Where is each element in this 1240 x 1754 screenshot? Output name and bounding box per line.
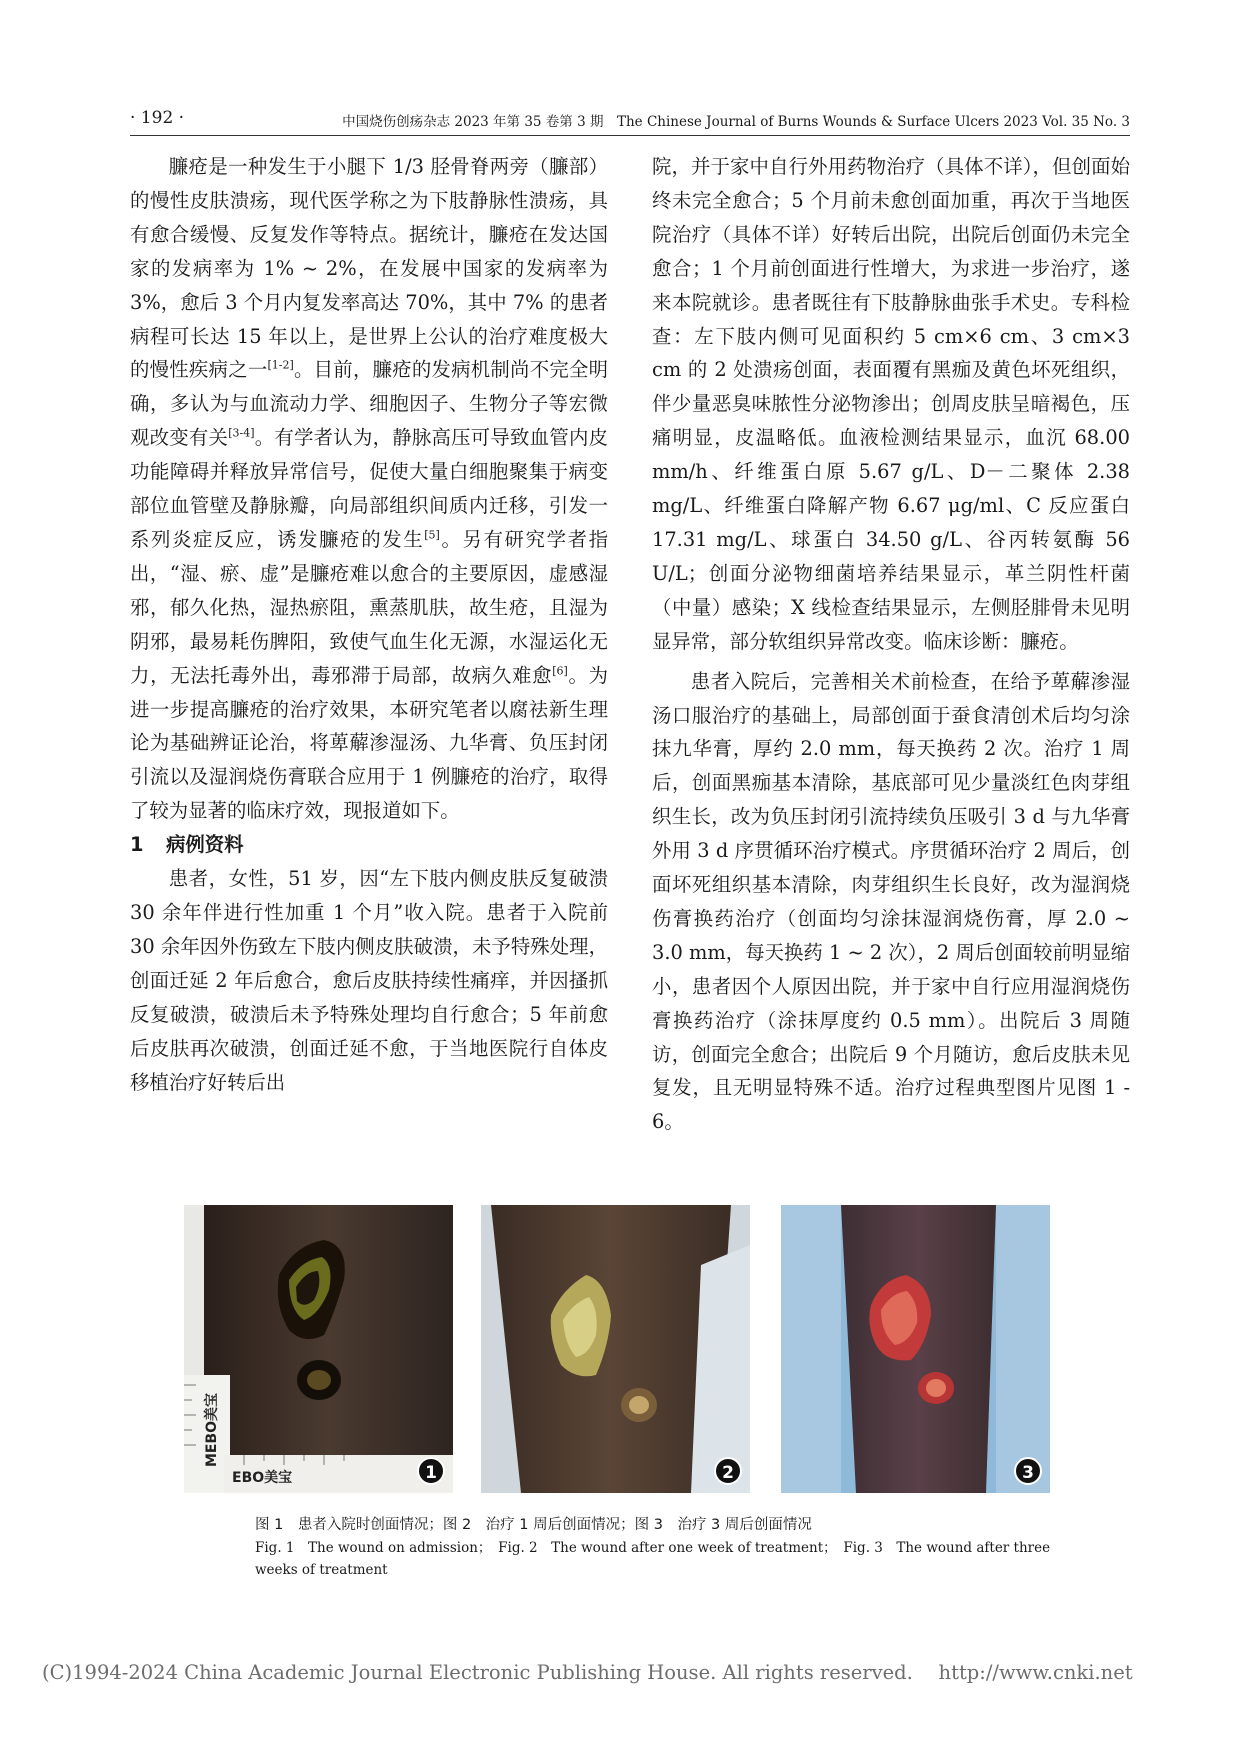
ruler-label: EBO美宝	[232, 1470, 293, 1486]
page-number: · 192 ·	[130, 108, 185, 128]
left-column	[130, 150, 608, 1099]
figure-row	[0, 1205, 1240, 1495]
citation[interactable]: [6]	[552, 664, 568, 678]
citation[interactable]: [5]	[424, 528, 440, 542]
figure-number-badge: 1	[417, 1457, 445, 1485]
figure-caption-english: Fig. 1 The wound on admission； Fig. 2 The wound after one week of treatment； Fig. 3 The wound after three weeks of treatment	[255, 1540, 1051, 1578]
figure-number-badge: 3	[1014, 1457, 1042, 1485]
copyright-footer: (C)1994-2024 China Academic Journal Electronic Publishing House. All rights reserved. http://www.cnki.net	[42, 1661, 1133, 1684]
ruler-label: MEBO美宝	[204, 1392, 221, 1468]
figure-caption-chinese: 图 1 患者入院时创面情况；图 2 治疗 1 周后创面情况；图 3 治疗 3 周后创面情况	[255, 1517, 812, 1533]
section-number: 1	[130, 833, 144, 857]
page-header	[130, 108, 1130, 134]
treatment-paragraph: 患者入院后，完善相关术前检查，在给予萆薢渗湿汤口服治疗的基础上，局部创面于蚕食清创术后均匀涂抹九华膏，厚约 2.0 mm，每天换药 2 次。治疗 1 周后，创面黑痂基本清除，基底部可见少量淡红色肉芽组织生长，改为负压封闭引流持续负压吸引 3 d 与九华膏外用 3 d 序贯循环治疗模式。序贯循环治疗 2 周后，创面坏死组织基本清除，肉芽组织生长良好，改为湿润烧伤膏换药治疗（创面均匀涂抹湿润烧伤膏，厚 2.0 ~ 3.0 mm，每天换药 1 ~ 2 次），2 周后创面较前明显缩小，患者因个人原因出院，并于家中自行应用湿润烧伤膏换药治疗（涂抹厚度约 0.5 mm）。出院后 3 周随访，创面完全愈合；出院后 9 个月随访，愈后皮肤未见复发，且无明显特殊不适。治疗过程典型图片见图 1 - 6。	[652, 669, 1130, 1134]
section-heading	[130, 828, 608, 862]
citation[interactable]: [1-2]	[267, 358, 294, 372]
figure-number-badge: 2	[714, 1457, 742, 1485]
citation[interactable]: [3-4]	[228, 426, 255, 440]
case-paragraph-continued: 院，并于家中自行外用药物治疗（具体不详），但创面始终未完全愈合；5 个月前未愈创面加重，再次于当地医院治疗（具体不详）好转后出院，出院后创面仍未完全愈合；1 个月前创面进行性增大，为求进一步治疗，遂来本院就诊。患者既往有下肢静脉曲张手术史。专科检查：左下肢内侧可见面积约 5 cm×6 cm、3 cm×3 cm 的 2 处溃疡创面，表面覆有黑痂及黄色坏死组织，伴少量恶臭味脓性分泌物渗出；创周皮肤呈暗褐色，压痛明显，皮温略低。血液检测结果显示，血沉 68.00 mm/h、纤维蛋白原 5.67 g/L、D－二聚体 2.38 mg/L、纤维蛋白降解产物 6.67 μg/ml、C 反应蛋白 17.31 mg/L、球蛋白 34.50 g/L、谷丙转氨酶 56 U/L；创面分泌物细菌培养结果显示，革兰阴性杆菌（中量）感染；X 线检查结果显示，左侧胫腓骨未见明显异常，部分软组织异常改变。临床诊断：臁疮。	[652, 155, 1130, 653]
figure-2-photo	[481, 1205, 750, 1493]
figure-1-photo	[184, 1205, 453, 1493]
figure-3-photo	[781, 1205, 1050, 1493]
header-rule	[130, 135, 1130, 136]
running-head: 中国烧伤创疡杂志 2023 年第 35 卷第 3 期 The Chinese Journal of Burns Wounds & Surface Ulcers 2023 Vol. 35 No. 3	[342, 114, 1130, 130]
intro-paragraph: 臁疮是一种发生于小腿下 1/3 胫骨脊两旁（臁部）的慢性皮肤溃疡，现代医学称之为下肢静脉性溃疡，具有愈合缓慢、反复发作等特点。据统计，臁疮在发达国家的发病率为 1% ~ 2%，在发展中国家的发病率为 3%，愈后 3 个月内复发率高达 70%，其中 7% 的患者病程可长达 15 年以上，是世界上公认的治疗难度极大的慢性疾病之一[1-2]。目前，臁疮的发病机制尚不完全明确，多认为与血流动力学、细胞因子、生物分子等宏微观改变有关[3-4]。有学者认为，静脉高压可导致血管内皮功能障碍并释放异常信号，促使大量白细胞聚集于病变部位血管壁及静脉瓣，向局部组织间质内迁移，引发一系列炎症反应，诱发臁疮的发生[5]。另有研究学者指出，“湿、瘀、虚”是臁疮难以愈合的主要原因，虚感湿邪，郁久化热，湿热瘀阻，熏蒸肌肤，故生疮，且湿为阴邪，最易耗伤脾阳，致使气血生化无源，水湿运化无力，无法托毒外出，毒邪滞于局部，故病久难愈[6]。为进一步提高臁疮的治疗效果，本研究笔者以腐祛新生理论为基础辨证论治，将萆薢渗湿汤、九华膏、负压封闭引流以及湿润烧伤膏联合应用于 1 例臁疮的治疗，取得了较为显著的临床疗效，现报道如下。	[130, 155, 609, 823]
section-title: 病例资料	[166, 833, 244, 857]
right-column	[652, 150, 1130, 1139]
case-paragraph: 患者，女性，51 岁，因“左下肢内侧皮肤反复破溃 30 余年伴进行性加重 1 个月”收入院。患者于入院前 30 余年因外伤致左下肢内侧皮肤破溃，未予特殊处理，创面迁延 2 年后愈合，愈后皮肤持续性痛痒，并因搔抓反复破溃，破溃后未予特殊处理均自行愈合；5 年前愈后皮肤再次破溃，创面迁延不愈，于当地医院行自体皮移植治疗好转后出	[130, 867, 608, 1094]
